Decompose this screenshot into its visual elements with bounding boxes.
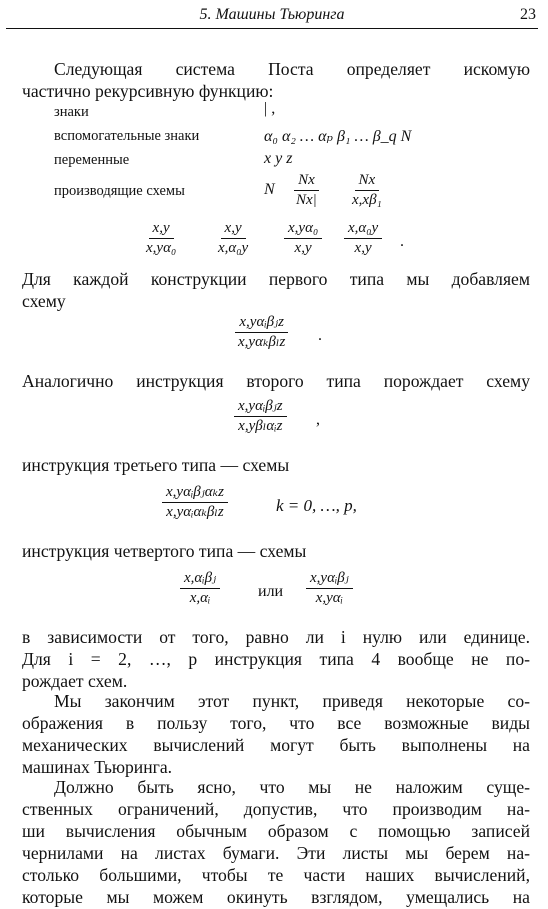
production-fraction-2 — [348, 172, 386, 209]
production-fraction-5 — [284, 220, 322, 257]
formula-2-end: , — [316, 411, 320, 428]
numerator: x,yαᵢβⱼαₖz — [162, 484, 228, 503]
denominator: Nx| — [296, 192, 317, 208]
label-productions: производящие схемы — [54, 183, 185, 199]
numerator: Nx — [294, 172, 319, 191]
formula-1-end: . — [318, 327, 322, 344]
label-signs: знаки — [54, 104, 89, 120]
formula-4-or: или — [258, 583, 284, 600]
formula-4-left — [180, 570, 220, 607]
para7-line-6: которые мы можем окинуть взглядом, умещались на — [22, 887, 530, 907]
para5-line-2: Для i = 2, …, p инструкция типа 4 вообще не по- — [22, 649, 530, 669]
para7-line-3: ши вычисления обычным образом с помощью записей — [22, 821, 530, 841]
formula-3 — [162, 484, 228, 521]
numerator: x,yαᵢβⱼ — [306, 570, 353, 589]
denominator: x,y — [354, 240, 372, 256]
numerator: x,y — [221, 220, 246, 239]
page-number: 23 — [520, 6, 536, 23]
para7-line-2: ственных ограничений, допустив, что производим на- — [22, 799, 530, 819]
variables-value: x y z — [264, 150, 293, 167]
para1-line-1: Для каждой конструкции первого типа мы добавляем — [22, 269, 530, 289]
denominator: x,αᵢ — [189, 590, 211, 606]
row-end-period: . — [400, 233, 404, 250]
denominator: x,yαₖβₗz — [238, 334, 286, 350]
para7-line-5: столько большими, чтобы те части наших вычислений, — [22, 865, 530, 885]
production-fraction-1 — [292, 172, 321, 209]
para7-line-4: чернилами на листах бумаги. Эти листы мы берем на- — [22, 843, 530, 863]
formula-4-right — [306, 570, 353, 607]
label-variables: переменные — [54, 152, 130, 168]
denominator: x,xβ₁ — [352, 192, 382, 208]
production-fraction-6 — [344, 220, 382, 257]
formula-3-condition: k = 0, …, p, — [276, 496, 357, 515]
para5-line-1: в зависимости от того, равно ли i нулю или единице. — [22, 627, 530, 647]
intro-line-1: Следующая система Поста определяет искомую — [54, 59, 530, 79]
chapter-title: 5. Машины Тьюринга — [199, 6, 345, 23]
para2: Аналогично инструкция второго типа порождает схему — [22, 371, 530, 391]
production-fraction-4 — [214, 220, 252, 257]
aux-signs-value: α₀ α₂ … αₚ β₁ … β_q N — [264, 128, 412, 145]
label-aux-signs: вспомогательные знаки — [54, 128, 200, 144]
numerator: x,yαᵢβⱼz — [235, 314, 288, 333]
numerator: x,yαᵢβⱼz — [234, 398, 287, 417]
numerator: x,y — [149, 220, 174, 239]
denominator: x,yβₗαᵢz — [238, 418, 283, 434]
productions-lead: N — [264, 181, 275, 198]
formula-1 — [234, 314, 289, 351]
para1-line-2: схему — [22, 291, 66, 311]
para6-line-1: Мы закончим этот пункт, приведя некоторые со- — [54, 691, 530, 711]
para6-line-3: механических вычислений могут быть выполнены на — [22, 735, 530, 755]
denominator: x,yαᵢ — [315, 590, 344, 606]
denominator: x,yαᵢαₖβₗz — [166, 504, 224, 520]
para5-line-3: рождает схем. — [22, 671, 128, 691]
numerator: x,α₀y — [344, 220, 382, 239]
numerator: x,αᵢβⱼ — [180, 570, 220, 589]
denominator: x,y — [294, 240, 312, 256]
para7-line-1: Должно быть ясно, что мы не наложим суще- — [54, 777, 530, 797]
para6-line-2: ображения в пользу того, что все возможные виды — [22, 713, 530, 733]
denominator: x,α₀y — [218, 240, 249, 256]
running-header — [6, 4, 538, 29]
formula-2 — [234, 398, 287, 435]
para4: инструкция четвертого типа — схемы — [22, 541, 307, 561]
intro-line-2: частично рекурсивную функцию: — [22, 81, 274, 101]
para3: инструкция третьего типа — схемы — [22, 455, 290, 475]
para6-line-4: машинах Тьюринга. — [22, 757, 173, 777]
numerator: x,yα₀ — [284, 220, 322, 239]
signs-value: | , — [264, 100, 276, 117]
production-fraction-3 — [142, 220, 180, 257]
denominator: x,yα₀ — [146, 240, 177, 256]
numerator: Nx — [355, 172, 380, 191]
